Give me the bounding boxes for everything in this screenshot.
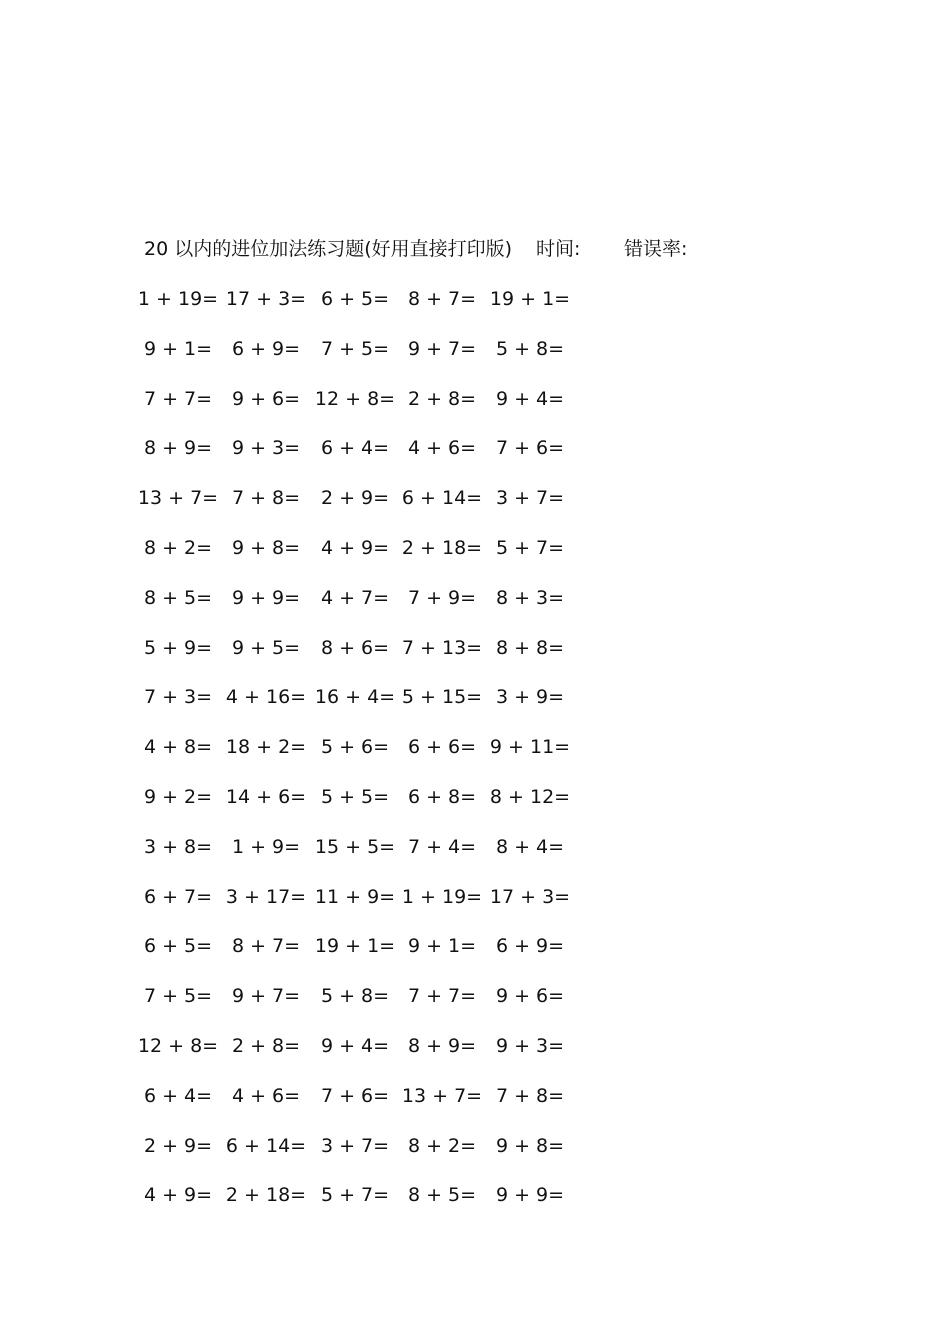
addition-problem: 1 + 19=	[401, 885, 483, 908]
addition-problem: 2 + 18=	[401, 537, 483, 559]
addition-problem: 15 + 5=	[314, 835, 396, 858]
addition-problem: 8 + 9=	[143, 437, 213, 460]
problem-row	[0, 284, 950, 314]
addition-problem: 6 + 9=	[231, 337, 301, 360]
addition-problem: 8 + 8=	[495, 636, 565, 659]
problem-row	[0, 682, 950, 712]
addition-problem: 9 + 9=	[231, 586, 301, 609]
addition-problem: 5 + 7=	[320, 1184, 390, 1207]
error-rate-label: 错误率:	[624, 238, 688, 260]
problem-row	[0, 931, 950, 961]
addition-problem: 5 + 15=	[401, 686, 483, 709]
addition-problem: 6 + 4=	[143, 1084, 213, 1107]
addition-problem: 6 + 8=	[407, 786, 477, 808]
addition-problem: 6 + 14=	[401, 487, 483, 510]
problem-row	[0, 633, 950, 663]
addition-problem: 5 + 5=	[320, 786, 390, 808]
addition-problem: 9 + 6=	[231, 387, 301, 410]
addition-problem: 8 + 5=	[143, 586, 213, 609]
addition-problem: 8 + 9=	[407, 1035, 477, 1057]
addition-problem: 3 + 17=	[225, 885, 307, 908]
addition-problem: 8 + 7=	[407, 288, 477, 310]
addition-problem: 6 + 5=	[143, 935, 213, 958]
problem-row	[0, 384, 950, 414]
addition-problem: 3 + 7=	[495, 487, 565, 510]
addition-problem: 12 + 8=	[314, 387, 396, 410]
addition-problem: 9 + 7=	[407, 337, 477, 360]
addition-problem: 4 + 6=	[407, 437, 477, 460]
addition-problem: 18 + 2=	[225, 736, 307, 759]
addition-problem: 12 + 8=	[137, 1035, 219, 1057]
addition-problem: 7 + 8=	[495, 1084, 565, 1107]
addition-problem: 8 + 2=	[143, 537, 213, 559]
addition-problem: 4 + 7=	[320, 586, 390, 609]
addition-problem: 5 + 8=	[495, 337, 565, 360]
addition-problem: 4 + 9=	[320, 537, 390, 559]
worksheet-title: 20 以内的进位加法练习题(好用直接打印版)	[144, 238, 513, 260]
addition-problem: 9 + 4=	[495, 387, 565, 410]
problem-row	[0, 533, 950, 563]
addition-problem: 8 + 6=	[320, 636, 390, 659]
problem-row	[0, 782, 950, 812]
addition-problem: 14 + 6=	[225, 786, 307, 808]
addition-problem: 8 + 3=	[495, 586, 565, 609]
problem-row	[0, 483, 950, 513]
problem-row	[0, 583, 950, 613]
addition-problem: 17 + 3=	[489, 885, 571, 908]
addition-problem: 5 + 9=	[143, 636, 213, 659]
addition-problem: 8 + 4=	[495, 835, 565, 858]
addition-problem: 7 + 5=	[320, 337, 390, 360]
addition-problem: 6 + 14=	[225, 1134, 307, 1157]
addition-problem: 1 + 9=	[231, 835, 301, 858]
worksheet-header	[144, 234, 784, 264]
addition-problem: 5 + 6=	[320, 736, 390, 759]
addition-problem: 6 + 7=	[143, 885, 213, 908]
addition-problem: 9 + 7=	[231, 985, 301, 1008]
problem-row	[0, 334, 950, 364]
problem-row	[0, 1081, 950, 1111]
time-label: 时间:	[536, 238, 581, 260]
addition-problem: 8 + 2=	[407, 1134, 477, 1157]
addition-problem: 9 + 1=	[407, 935, 477, 958]
addition-problem: 9 + 11=	[489, 736, 571, 759]
addition-problem: 19 + 1=	[314, 935, 396, 958]
addition-problem: 7 + 6=	[495, 437, 565, 460]
addition-problem: 7 + 6=	[320, 1084, 390, 1107]
addition-problem: 2 + 8=	[407, 387, 477, 410]
addition-problem: 5 + 7=	[495, 537, 565, 559]
addition-problem: 2 + 9=	[143, 1134, 213, 1157]
problem-row	[0, 981, 950, 1011]
addition-problem: 7 + 9=	[407, 586, 477, 609]
addition-problem: 17 + 3=	[225, 288, 307, 310]
addition-problem: 7 + 7=	[407, 985, 477, 1008]
addition-problem: 13 + 7=	[137, 487, 219, 510]
addition-problem: 9 + 8=	[495, 1134, 565, 1157]
addition-problem: 9 + 8=	[231, 537, 301, 559]
addition-problem: 9 + 1=	[143, 337, 213, 360]
addition-problem: 2 + 8=	[231, 1035, 301, 1057]
addition-problem: 3 + 7=	[320, 1134, 390, 1157]
addition-problem: 3 + 8=	[143, 835, 213, 858]
addition-problem: 8 + 7=	[231, 935, 301, 958]
addition-problem: 6 + 6=	[407, 736, 477, 759]
addition-problem: 3 + 9=	[495, 686, 565, 709]
addition-problem: 8 + 5=	[407, 1184, 477, 1207]
addition-problem: 6 + 5=	[320, 288, 390, 310]
addition-problem: 7 + 3=	[143, 686, 213, 709]
addition-problem: 9 + 3=	[495, 1035, 565, 1057]
addition-problem: 6 + 4=	[320, 437, 390, 460]
problem-row	[0, 832, 950, 862]
addition-problem: 2 + 18=	[225, 1184, 307, 1207]
addition-problem: 4 + 8=	[143, 736, 213, 759]
addition-problem: 1 + 19=	[137, 288, 219, 310]
addition-problem: 11 + 9=	[314, 885, 396, 908]
addition-problem: 19 + 1=	[489, 288, 571, 310]
problem-row	[0, 882, 950, 912]
addition-problem: 5 + 8=	[320, 985, 390, 1008]
addition-problem: 16 + 4=	[314, 686, 396, 709]
addition-problem: 7 + 13=	[401, 636, 483, 659]
problem-row	[0, 1131, 950, 1161]
addition-problem: 9 + 3=	[231, 437, 301, 460]
addition-problem: 7 + 8=	[231, 487, 301, 510]
addition-problem: 9 + 2=	[143, 786, 213, 808]
addition-problem: 13 + 7=	[401, 1084, 483, 1107]
problem-row	[0, 1180, 950, 1210]
addition-problem: 8 + 12=	[489, 786, 571, 808]
addition-problem: 7 + 5=	[143, 985, 213, 1008]
addition-problem: 4 + 16=	[225, 686, 307, 709]
addition-problem: 7 + 4=	[407, 835, 477, 858]
addition-problem: 7 + 7=	[143, 387, 213, 410]
addition-problem: 4 + 9=	[143, 1184, 213, 1207]
problem-row	[0, 732, 950, 762]
addition-problem: 9 + 9=	[495, 1184, 565, 1207]
addition-problem: 9 + 5=	[231, 636, 301, 659]
problem-row	[0, 1031, 950, 1061]
addition-problem: 6 + 9=	[495, 935, 565, 958]
addition-problem: 9 + 6=	[495, 985, 565, 1008]
addition-problem: 9 + 4=	[320, 1035, 390, 1057]
addition-problem: 4 + 6=	[231, 1084, 301, 1107]
addition-problem: 2 + 9=	[320, 487, 390, 510]
problem-row	[0, 433, 950, 463]
